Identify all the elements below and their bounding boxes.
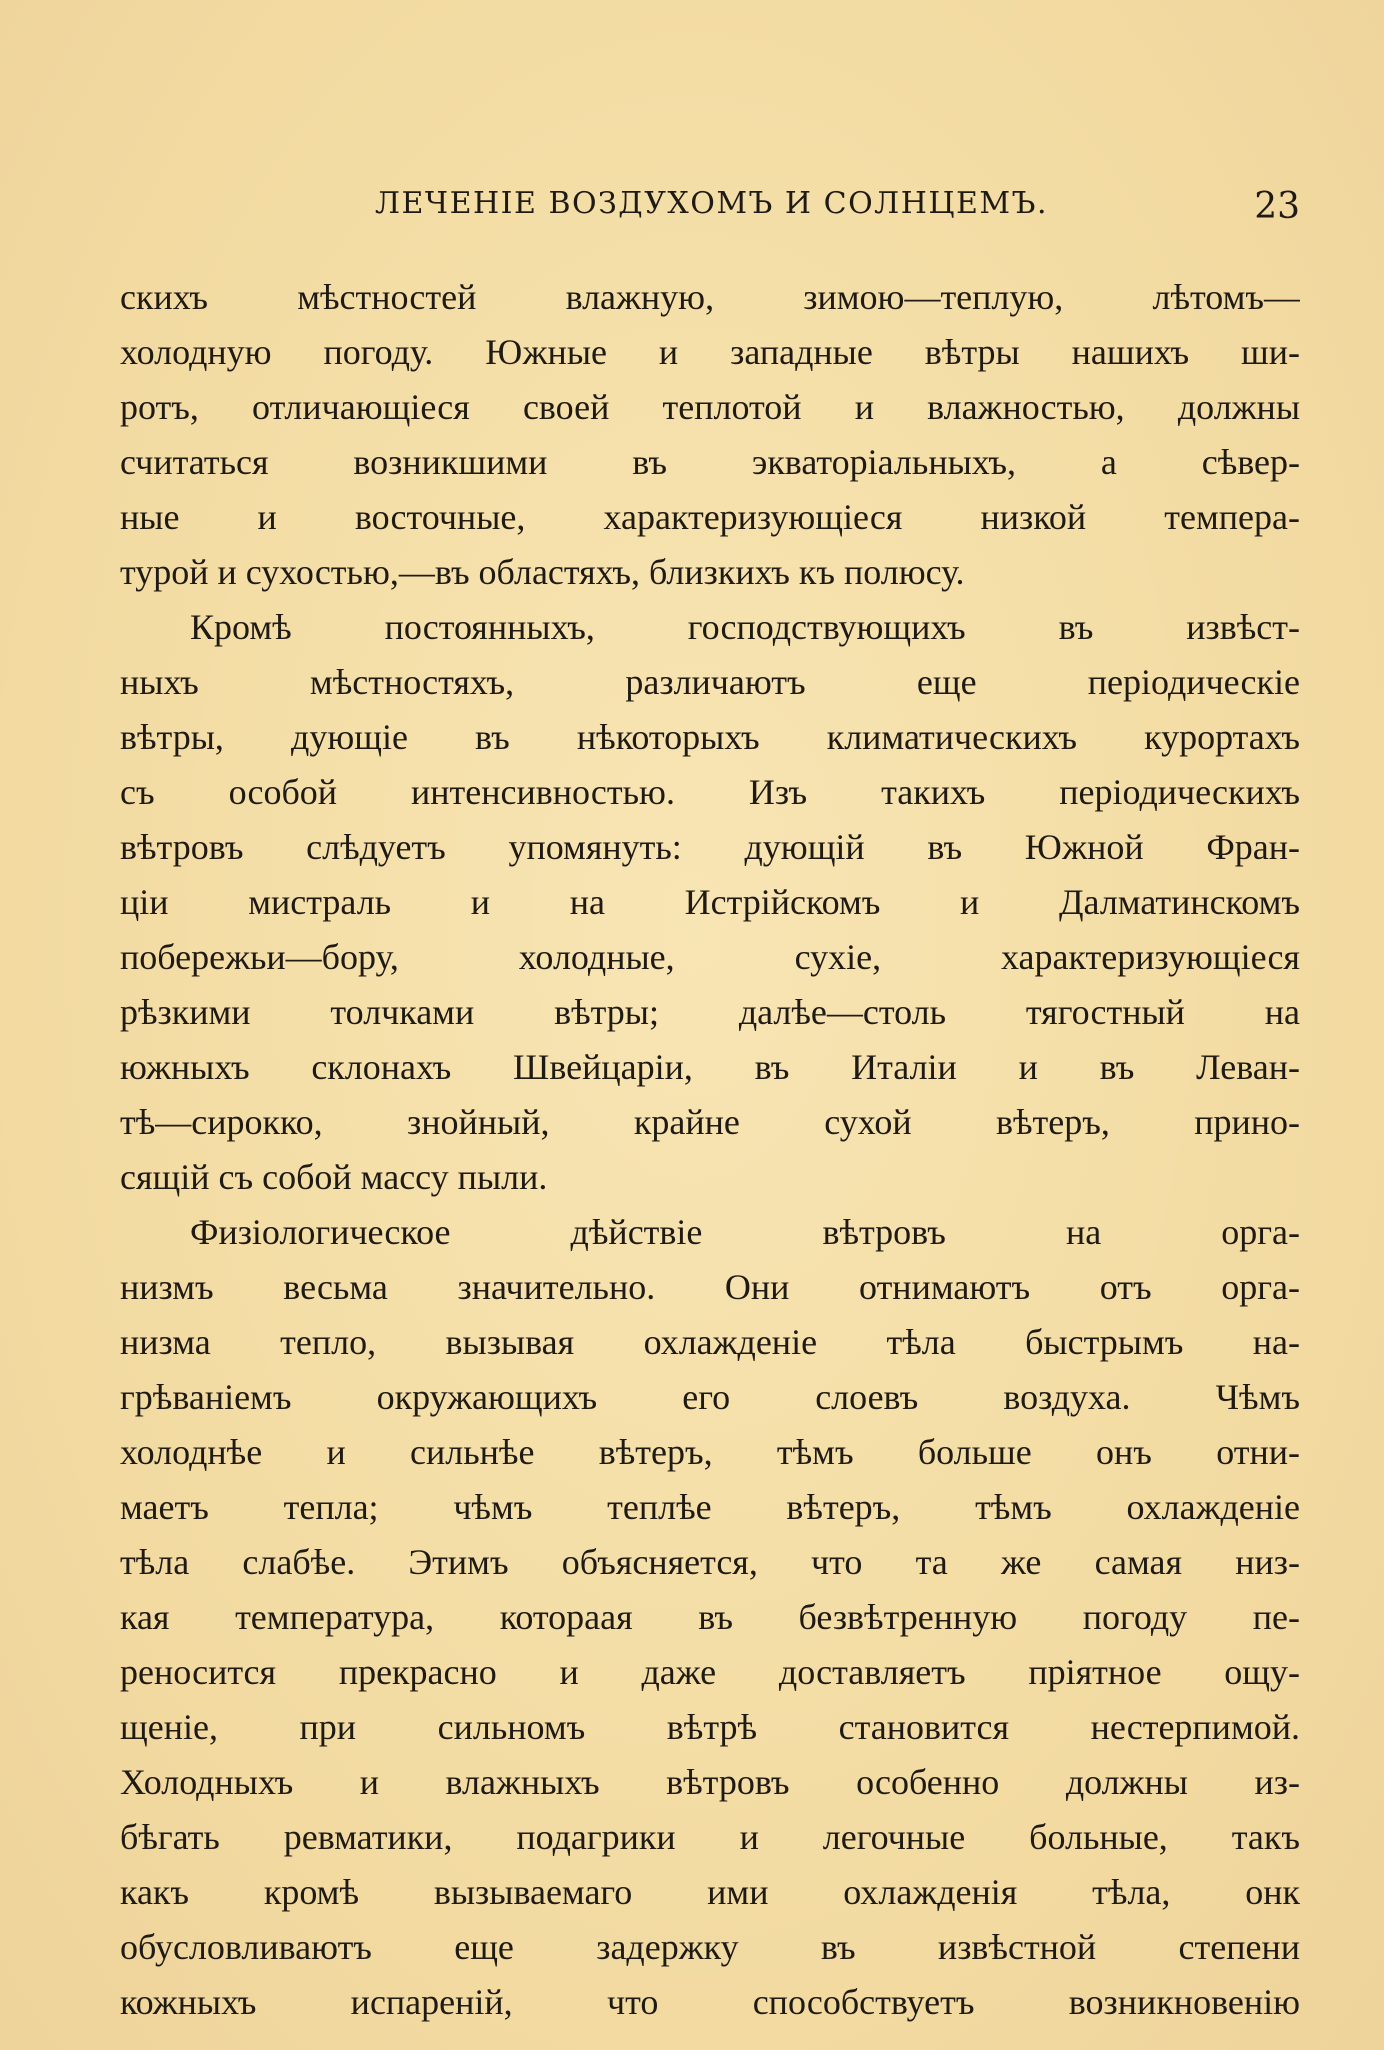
- text-line: вѣтры, дующiе въ нѣкоторыхъ климатическихъ курортахъ: [120, 717, 1300, 757]
- text-line: турой и сухостью,—въ областяхъ, близкихъ къ полюсу.: [120, 552, 965, 592]
- text-line: скихъ мѣстностей влажную, зимою—теплую, лѣтомъ—: [120, 277, 1300, 317]
- text-line: Кромѣ постоянныхъ, господствующихъ въ извѣст-: [190, 607, 1300, 647]
- text-line: низма тепло, вызывая охлажденiе тѣла быстрымъ на-: [120, 1322, 1300, 1362]
- text-line: побережьи—бору, холодные, сухiе, характеризующiеся: [120, 937, 1300, 977]
- text-line: грѣванiемъ окружающихъ его слоевъ воздуха. Чѣмъ: [120, 1377, 1300, 1417]
- text-line: ротъ, отличающiеся своей теплотой и влажностью, должны: [120, 387, 1300, 427]
- text-line: кая температура, котораая въ безвѣтренную погоду пе-: [120, 1597, 1300, 1637]
- text-line: ныхъ мѣстностяхъ, различаютъ еще періодическiе: [120, 662, 1300, 702]
- text-line: вѣтровъ слѣдуетъ упомянуть: дующiй въ Южной Фран-: [120, 827, 1300, 867]
- text-line: щенiе, при сильномъ вѣтрѣ становится нестерпимой.: [120, 1707, 1300, 1747]
- running-head: [120, 186, 1300, 236]
- text-line: реносится прекрасно и даже доставляетъ прiятное ощу-: [120, 1652, 1300, 1692]
- text-line: цiи мистраль и на Истрiйскомъ и Далматинскомъ: [120, 882, 1300, 922]
- text-line: съ особой интенсивностью. Изъ такихъ періодическихъ: [120, 772, 1300, 812]
- running-title: ЛЕЧЕНIЕ ВОЗДУХОМЪ И СОЛНЦЕМЪ.: [375, 186, 1049, 221]
- text-line: маетъ тепла; чѣмъ теплѣе вѣтеръ, тѣмъ охлажденiе: [120, 1487, 1300, 1527]
- text-line: южныхъ склонахъ Швейцарiи, въ Италiи и въ Леван-: [120, 1047, 1300, 1087]
- text-line: холоднѣе и сильнѣе вѣтеръ, тѣмъ больше онъ отни-: [120, 1432, 1300, 1472]
- text-line: тѣла слабѣе. Этимъ объясняется, что та же самая низ-: [120, 1542, 1300, 1582]
- text-line: ные и восточные, характеризующiеся низкой темпера-: [120, 497, 1300, 537]
- text-line: Физiологическое дѣйствiе вѣтровъ на орга-: [190, 1212, 1300, 1252]
- text-line: Холодныхъ и влажныхъ вѣтровъ особенно должны из-: [120, 1762, 1300, 1802]
- text-line: низмъ весьма значительно. Они отнимаютъ отъ орга-: [120, 1267, 1300, 1307]
- text-line: бѣгать ревматики, подагрики и легочные больные, такъ: [120, 1817, 1300, 1857]
- text-line: обусловливаютъ еще задержку въ извѣстной степени: [120, 1927, 1300, 1967]
- page-number: 23: [1254, 186, 1300, 227]
- text-line: считаться возникшими въ экваторiальныхъ, а сѣвер-: [120, 442, 1300, 482]
- text-line: какъ кромѣ вызываемаго ими охлажденiя тѣла, онк: [120, 1872, 1300, 1912]
- text-line: холодную погоду. Южные и западные вѣтры нашихъ ши-: [120, 332, 1300, 372]
- text-line: кожныхъ испаренiй, что способствуетъ возникновенiю: [120, 1982, 1300, 2022]
- text-line: рѣзкими толчками вѣтры; далѣе—столь тягостный на: [120, 992, 1300, 1032]
- text-line: сящiй съ собой массу пыли.: [120, 1157, 548, 1197]
- text-line: тѣ—сирокко, знойный, крайне сухой вѣтеръ, прино-: [120, 1102, 1300, 1142]
- body-text: [120, 270, 1300, 2030]
